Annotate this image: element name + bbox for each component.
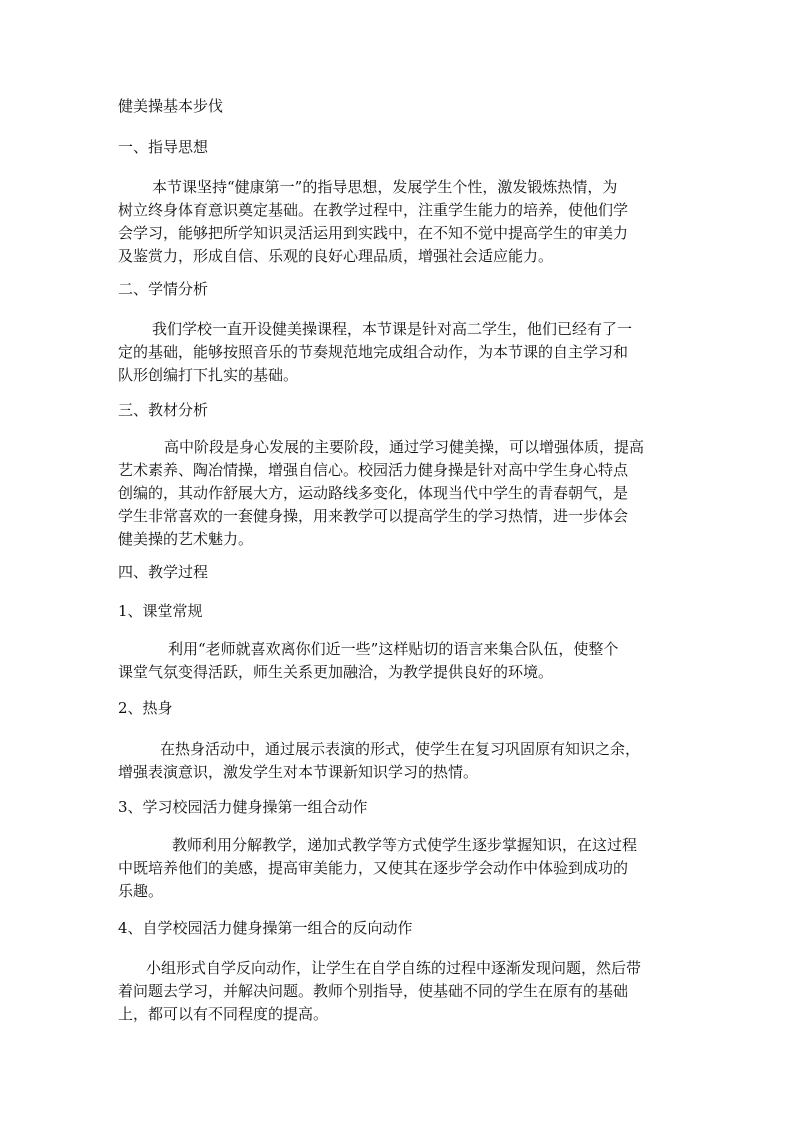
paragraph-line: 会学习，能够把所学知识灵活运用到实践中，在不知不觉中提高学生的审美力 (118, 224, 629, 242)
section-paragraph-warm-up (118, 738, 678, 784)
section-paragraph-student-analysis (118, 318, 678, 387)
document-title: 健美操基本步伐 (118, 97, 224, 115)
section-heading-warm-up: 2、热身 (118, 699, 173, 717)
paragraph-line: 创编的，其动作舒展大方，运动路线多变化，体现当代中学生的青春朝气，是 (118, 484, 629, 502)
section-heading-self-study-reverse: 4、自学校园活力健身操第一组合的反向动作 (118, 919, 413, 937)
section-heading-guiding-ideology: 一、指导思想 (118, 138, 209, 156)
paragraph-line: 队形创编打下扎实的基础。 (118, 366, 299, 384)
paragraph-line: 在热身活动中，通过展示表演的形式，使学生在复习巩固原有知识之余， (160, 740, 641, 758)
paragraph-line: 上，都可以有不同程度的提高。 (118, 1005, 329, 1023)
paragraph-line: 健美操的艺术魅力。 (118, 530, 254, 548)
paragraph-line: 利用“老师就喜欢离你们近一些”这样贴切的语言来集合队伍，使整个 (168, 640, 619, 658)
paragraph-line: 乐趣。 (118, 882, 164, 900)
paragraph-line: 学生非常喜欢的一套健身操，用来教学可以提高学生的学习热情，进一步体会 (118, 507, 629, 525)
section-heading-material-analysis: 三、教材分析 (118, 401, 209, 419)
section-paragraph-classroom-routine (118, 638, 678, 684)
section-heading-student-analysis: 二、学情分析 (118, 280, 209, 298)
paragraph-line: 小组形式自学反向动作，让学生在自学自练的过程中逐渐发现问题，然后带 (146, 959, 642, 977)
section-paragraph-material-analysis (118, 436, 678, 551)
paragraph-line: 定的基础，能够按照音乐的节奏规范地完成组合动作，为本节课的自主学习和 (118, 343, 629, 361)
paragraph-line: 中既培养他们的美感，提高审美能力，又使其在逐步学会动作中体验到成功的 (118, 859, 629, 877)
section-paragraph-guiding-ideology (118, 176, 678, 268)
paragraph-line: 本节课坚持“健康第一”的指导思想，发展学生个性，激发锻炼热情，为 (152, 178, 618, 196)
paragraph-line: 教师利用分解教学，递加式教学等方式使学生逐步掌握知识，在这过程 (172, 836, 638, 854)
paragraph-line: 及鉴赏力，形成自信、乐观的良好心理品质，增强社会适应能力。 (118, 247, 554, 265)
section-heading-classroom-routine: 1、课堂常规 (118, 602, 203, 620)
section-heading-learn-combination: 3、学习校园活力健身操第一组合动作 (118, 798, 368, 816)
paragraph-line: 增强表演意识，激发学生对本节课新知识学习的热情。 (118, 763, 479, 781)
paragraph-line: 艺术素养、陶冶情操，增强自信心。校园活力健身操是针对高中学生身心特点 (118, 461, 629, 479)
paragraph-line: 我们学校一直开设健美操课程，本节课是针对高二学生，他们已经有了一 (152, 320, 633, 338)
paragraph-line: 着问题去学习，并解决问题。教师个别指导，使基础不同的学生在原有的基础 (118, 982, 629, 1000)
paragraph-line: 课堂气氛变得活跃，师生关系更加融洽，为教学提供良好的环境。 (118, 663, 554, 681)
section-paragraph-learn-combination (118, 834, 678, 903)
paragraph-line: 树立终身体育意识奠定基础。在教学过程中，注重学生能力的培养，使他们学 (118, 201, 629, 219)
section-heading-teaching-process: 四、教学过程 (118, 563, 209, 581)
paragraph-line: 高中阶段是身心发展的主要阶段，通过学习健美操，可以增强体质，提高 (164, 438, 645, 456)
section-paragraph-self-study-reverse (118, 957, 678, 1026)
